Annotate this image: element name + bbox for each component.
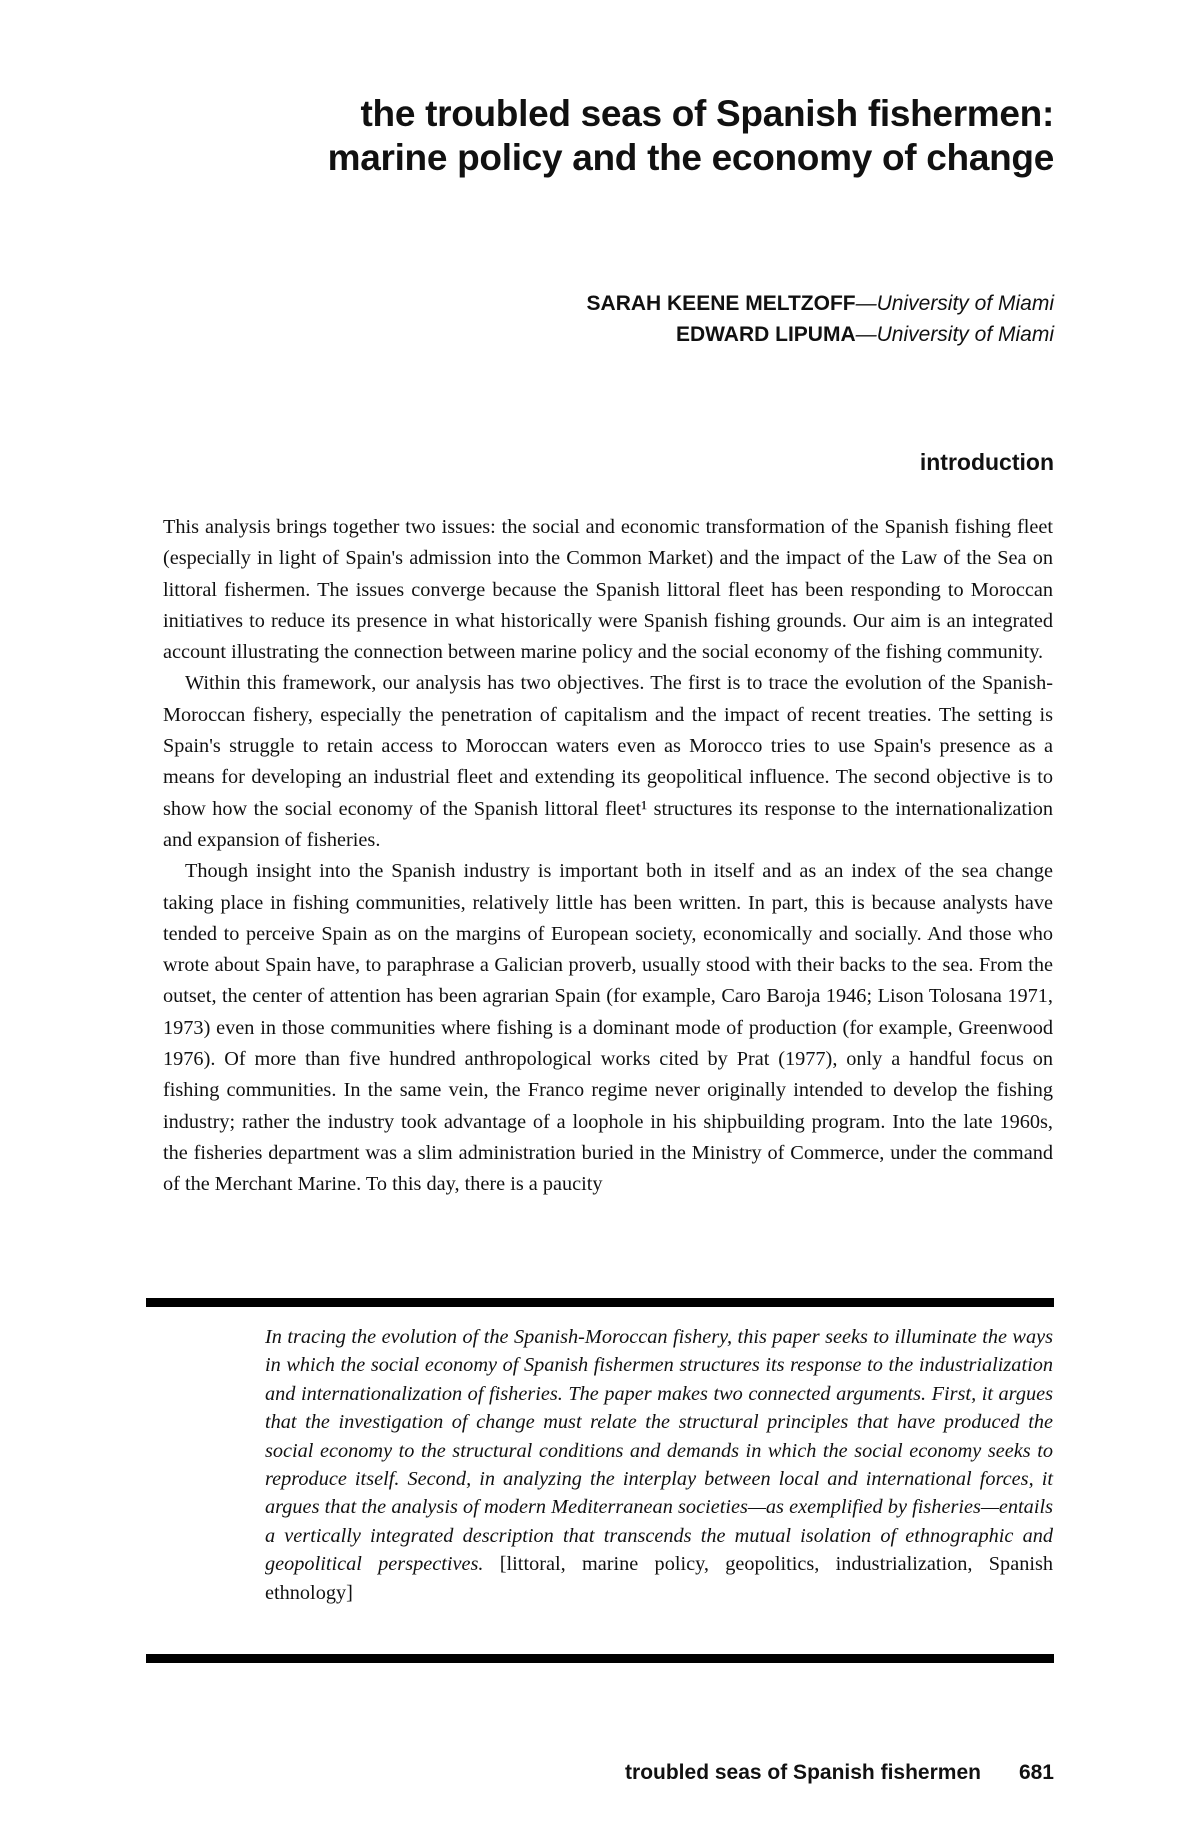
paragraph-1: This analysis brings together two issues: the social and economic transformation of the Spanish fishing fleet (especially in light of Spain's admission into the Common Market) and the impact of the Law of the Sea on littoral fishermen. The issues converge because the Spanish littoral fleet has been responding to Moroccan initiatives to reduce its presence in what historically were Spanish fishing grounds. Our aim is an integrated account illustrating the connection between marine policy and the social economy of the fishing community. — [163, 516, 1053, 664]
author-affiliation: —University of Miami — [855, 323, 1054, 346]
page-footer — [625, 1760, 1054, 1786]
abstract-top-rule — [146, 1298, 1054, 1307]
paragraph-2: Within this framework, our analysis has two objectives. The first is to trace the evolution of the Spanish-Moroccan fishery, especially the penetration of capitalism and the impact of recent treaties. The setting is Spain's struggle to retain access to Moroccan waters even as Morocco tries to use Spain's presence as a means for developing an industrial fleet and extending its geopolitical influence. The second objective is to show how the social economy of the Spanish littoral fleet¹ structures its response to the internationalization and expansion of fisheries. — [163, 672, 1053, 851]
running-footer: troubled seas of Spanish fishermen — [625, 1761, 981, 1784]
article-body — [163, 512, 1053, 1201]
section-heading: introduction — [919, 449, 1054, 475]
author-2 — [587, 319, 1054, 350]
title-line-1: the troubled seas of Spanish fishermen: — [360, 93, 1054, 134]
abstract-bottom-rule — [146, 1654, 1054, 1663]
article-title — [200, 92, 1054, 180]
abstract-text: In tracing the evolution of the Spanish-Moroccan fishery, this paper seeks to illuminate the ways in which the social economy of Spanish fishermen structures its response to the industrialization and internationalization of fisheries. The paper makes two connected arguments. First, it argues that the investigation of change must relate the structural principles that have produced the social economy to the structural conditions and demands in which the social economy seeks to reproduce itself. Second, in analyzing the interplay between local and international forces, it argues that the analysis of modern Mediterranean societies—as exemplified by fisheries—entails a vertically integrated description that transcends the mutual isolation of ethnographic and geopolitical perspectives. — [265, 1326, 1053, 1576]
abstract-keywords: [littoral, marine policy, geopolitics, industrialization, Spanish ethnology] — [265, 1553, 1054, 1604]
author-list — [587, 288, 1054, 350]
author-affiliation: —University of Miami — [855, 292, 1054, 315]
author-name: SARAH KEENE MELTZOFF — [586, 292, 856, 315]
title-line-2: marine policy and the economy of change — [327, 137, 1054, 178]
author-name: EDWARD LIPUMA — [675, 323, 856, 346]
paragraph-3: Though insight into the Spanish industry is important both in itself and as an index of the sea change taking place in fishing communities, relatively little has been written. In part, this is because analysts have tended to perceive Spain as on the margins of European society, economically and socially. And those who wrote about Spain have, to paraphrase a Galician proverb, usually stood with their backs to the sea. From the outset, the center of attention has been agrarian Spain (for example, Caro Baroja 1946; Lison Tolosana 1971, 1973) even in those communities where fishing is a dominant mode of production (for example, Greenwood 1976). Of more than five hundred anthropological works cited by Prat (1977), only a handful focus on fishing communities. In the same vein, the Franco regime never originally intended to develop the fishing industry; rather the industry took advantage of a loophole in his shipbuilding program. Into the late 1960s, the fisheries department was a slim administration buried in the Ministry of Commerce, under the command of the Merchant Marine. To this day, there is a paucity — [163, 860, 1053, 1196]
author-1 — [587, 288, 1054, 319]
abstract — [265, 1323, 1053, 1607]
page-number: 681 — [1018, 1761, 1054, 1784]
